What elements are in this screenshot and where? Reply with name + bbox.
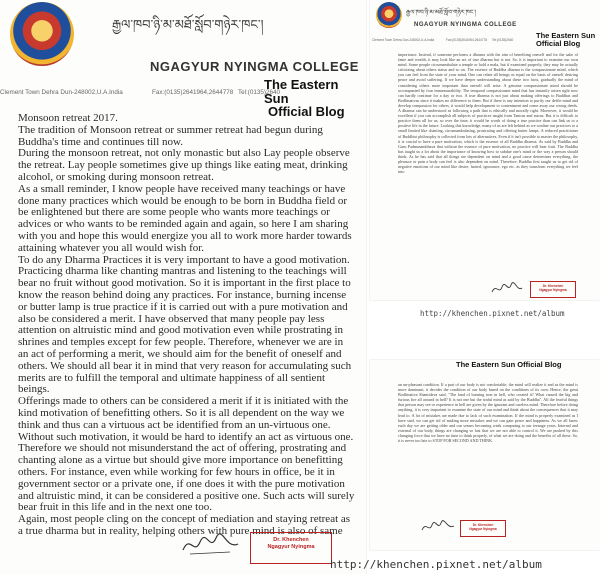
seal-page3-line2: Ngagyur Nyingma xyxy=(469,527,497,531)
college-tel-small: Tel:(0135)2640 xyxy=(492,38,514,42)
college-name: NGAGYUR NYINGMA COLLEGE xyxy=(150,59,359,74)
seal-line1: Dr. Khenchen xyxy=(273,537,309,543)
seal-line2: Ngagyur Nyingma xyxy=(267,544,315,550)
page3-body: an un-pleasant condition. If a part of our body is not comfortable, the mind will realize it and as the mind is more dominant, it decides the condition of our body based on the conditions of its own. Hence, the great Bodhisattva Shantideva said, "The land of burning iron in hell, who created it? What caused the big and furious fire all around in hell? It is not one but the sinful mind as said by the Buddha". All the fearful things that person may see or experience in hell are given by the ignorant and careless mind. Therefore before doing anything, it is very important to examine the state of our mind and think about the consequences that it may lead to. A lot of mistakes are made due to lack of such examination. If the mind is properly examined as I have said, we can get rid of making more mistakes and we can gain peace and happiness. As we all know each day we are getting older and our senses becoming weak comparing to our teenage years. Internal and external of our body, things are changing so fast that we are not able to control it. We are pushed by this changing force that we have no time to think properly, of what we are doing and the benefits of all these. So, it is never too late to STOP FOR SECOND AND THINK. xyxy=(398,382,578,444)
college-logo-small xyxy=(376,2,402,28)
college-tel: Tel:(0135)2640 xyxy=(238,89,281,96)
official-seal-page3 xyxy=(460,520,506,537)
college-name-small: NGAGYUR NYINGMA COLLEGE xyxy=(414,22,517,28)
college-logo xyxy=(10,2,74,66)
seal-small-line1: Dr. Khenchen xyxy=(542,284,564,288)
college-address: Clement Town Dehra Dun-248002,U.A.India xyxy=(0,89,123,96)
blog-watermark-page3 xyxy=(456,361,561,369)
college-fax: Fax:(0135)2641964,2644778 xyxy=(152,89,234,96)
blog-watermark-small-line1: The Eastern Sun xyxy=(536,31,596,40)
signature-page3 xyxy=(420,518,456,534)
college-address-small: Clement Town Dehra Dun-248002,U.A.India xyxy=(372,38,435,42)
official-seal xyxy=(250,532,332,564)
paragraph: Again, most people cling on the concept of mediation and staying retreat as a true dharma but in reality, helping others with pure mind is also of same xyxy=(18,513,351,537)
letter-page-3 xyxy=(370,360,600,550)
paragraph: During the monsoon retreat, not only monastic but also Lay people observe the retreat. Lay people sometimes give up things like eating meat, drinking alcohol, or smoking during monsoon retreat. xyxy=(18,147,350,183)
seal-page3-line1: Dr. Khenchen xyxy=(472,523,494,527)
blog-watermark-small xyxy=(536,32,595,48)
letter-page-2 xyxy=(370,0,600,300)
letter-title: Monsoon retreat 2017. xyxy=(18,112,118,124)
tibetan-title: རྒྱལ་ཁབ་ཉི་མ་མཐོ་སློབ་གཉེར་ཁང་། xyxy=(112,18,264,33)
album-url-watermark: http://khenchen.pixnet.net/album xyxy=(420,309,565,318)
signature xyxy=(180,530,242,558)
album-url-watermark-bottom: http://khenchen.pixnet.net/album xyxy=(330,558,542,571)
blog-watermark-page3-line1: The Eastern Sun xyxy=(456,360,516,369)
paragraph: As a small reminder, I know people have received many teachings or have done many practices which would be enough to be born in Buddha field or be enlightened but there are some people who wants more teachings or advices or who wants to be reminded again and again, so here I am sharing with you and hope this would energize you all to work more harder towards attaining whatever you all would wish for. xyxy=(18,182,352,254)
paragraph: Offerings made to others can be considered a merit if it is initiated with the kind motivation of benefitting others. So it is all dependent on the way we think and thus can a virtuous act be identified from an un-virtuous one. Without such motivation, it would be hard to identify an act as virtuous one. Therefore we should not misunderstand the act of offering, prostrating and chanting alone as a virtue but should give more importance on benefitting others. For instance, even while working for few hours in office, be it in government sector or a private one, if one does it with the pure motivation and altruistic mind, it can be considered a positive one. Such acts will surely bear fruit in this life and in the next one too. xyxy=(18,395,355,514)
blog-watermark-page3-line2: Official Blog xyxy=(517,360,562,369)
tibetan-title-small: རྒྱལ་ཁབ་ཉི་མ་མཐོ་སློབ་གཉེར་ཁང་། xyxy=(406,9,476,16)
college-fax-small: Fax:(0135)2641964,2644778 xyxy=(446,38,488,42)
blog-watermark-line2: Official Blog xyxy=(268,104,345,120)
page2-body: importance. Instead, if someone performs a dharma with the aim of benefiting oneself and for the sake of fame and wealth, it may look like an act of true dharma but is not. So, it is important to examine our own mind. Some people circumambulate a temple or hold a mala, but if examined properly, they may be actually criticizing about others status and so on. The essence of Buddha dharma is the compassionate mind, which you can feel from the state of your mind. One can relate all beings as equal on the basis of oneself desiring peace and avoid suffering. If we have deeper understanding about these two facts, gradually the mind of considering others more important than oneself will arise. A genuine compassionate mind should be accompanied by four immeasurability. The temporal compassionate mind that has instantly arisen right now can hardly continue for a day or two. A true dharma is not just about making offerings to Buddhas and Bodhisattvas since it makes no difference to them. But if there is any intention to purify our defile mind and develop compassion for others, it would help development to contentment and come away our wrong deeds. A dharma can be understood as following a path that is ethically and morally right. Moreover, it would be excellent if you can accomplish all subjects of practices taught from Tantras and sutras. But it is difficult to practice them all for us, so over the time, it would be worth of doing a true practice than can link us to a positive life in the future. Looking this knowledge, many of us are left behind as we confine our practices to a small limited like chanting, circumambulating, prostrating and offering butter lamps. A reduced practitioner of Buddhist philosophy is collected from lots of alternatives. Even if it isn't possible to master the philosophy, it is crucial to have a pure motivation, which is the essence of all Buddha dharma. As said by Buddha and Guru Padmasambhava that without the essence of pure motivation, no practice will bear fruit. The Buddha has taught us a lot about the importance of knowing how to subdue one's mind or the way a person should think. As he has said that all things are dependent on mind and a good cause determines everything, the pleasure or pain a body can feel is also dependent on mind. Therefore, Buddha first taught us to get rid of negative emotions of our mind like desire, hatred, ignorance, ego etc. as they transform everything we feel into xyxy=(398,52,578,175)
paragraph: To do any Dharma Practices it is very important to have a good motivation. Practicing dharma like chanting mantras and listening to the teachings will bear no fruit without good motivation. So it is important in the first place to know the reason behind doing any practices. For instance, burning incense or butter lamp is true practice if it is carried out with a pure motivation and also be considered a merit. I have observed that many people pay less attention on altruistic mind and good motivation even while prostrating in shrines and temples except for few people. Therefore, whenever we are in an act of performing a merit, we should aim for the benefit of oneself and others. We should all bear it in mind that very reason for accumulating such merits are to fulfill the temporal and ultimate happiness of all sentient beings. xyxy=(18,253,352,396)
seal-small-line2: Ngagyur Nyingma xyxy=(539,288,567,292)
signature-small xyxy=(490,280,524,296)
paragraph: The tradition of Monsoon retreat or summer retreat had begun during Buddha's time and continues till now. xyxy=(18,123,323,148)
blog-watermark-small-line2: Official Blog xyxy=(536,38,581,48)
blog-watermark-line1: The Eastern Sun xyxy=(264,77,339,106)
letter-body xyxy=(18,113,356,538)
official-seal-small xyxy=(530,281,576,298)
